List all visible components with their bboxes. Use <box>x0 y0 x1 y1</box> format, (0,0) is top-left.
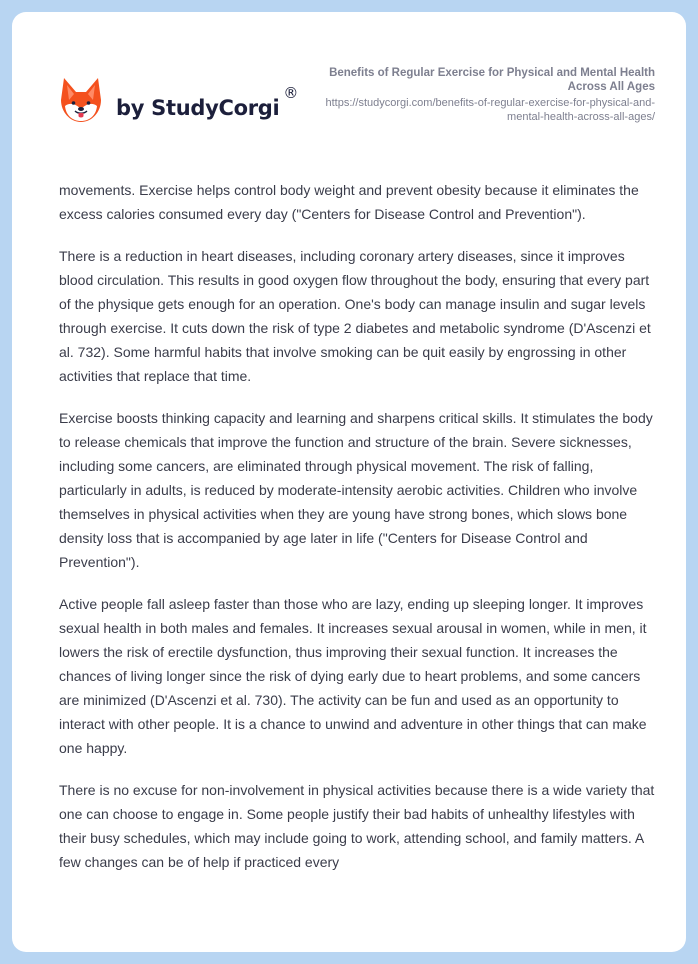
paragraph: Exercise boosts thinking capacity and learning and sharpens critical skills. It stimulates the body to release chemicals that improve the function and structure of the brain. Severe sicknesses, including some cancers, are eliminated through physical movement. The risk of falling, particularly in adults, is reduced by moderate-intensity aerobic activities. Children who involve themselves in physical activities when they are young have strong bones, which slows bone density loss that is accompanied by age later in life ("Centers for Disease Control and Prevention"). <box>59 410 653 570</box>
document-url[interactable]: https://studycorgi.com/benefits-of-regular-exercise-for-physical-and-mental-health-across-all-ages/ <box>325 97 655 123</box>
document-header <box>12 12 686 162</box>
studycorgi-logo[interactable] <box>60 76 298 129</box>
registered-mark: ® <box>283 83 299 102</box>
paragraph: movements. Exercise helps control body weight and prevent obesity because it eliminates the excess calories consumed every day ("Centers for Disease Control and Prevention"). <box>59 182 639 222</box>
document-card <box>12 12 686 952</box>
brand-name: by StudyCorgi <box>116 95 280 120</box>
document-meta <box>325 66 655 124</box>
paragraph: There is a reduction in heart diseases, including coronary artery diseases, since it improves blood circulation. This results in good oxygen flow throughout the body, ensuring that every part of the physique gets enough for an operation. One's body can manage insulin and sugar levels through exercise. It cuts down the risk of type 2 diabetes and metabolic syndrome (D'Ascenzi et al. 732). Some harmful habits that involve smoking can be quit easily by engrossing in other activities that replace that time. <box>59 248 651 384</box>
document-title: Benefits of Regular Exercise for Physical and Mental Health Across All Ages <box>329 67 655 93</box>
paragraph: Active people fall asleep faster than those who are lazy, ending up sleeping longer. It improves sexual health in both males and females. It increases sexual arousal in women, while in men, it lowers the risk of erectile dysfunction, thus improving their sexual function. It increases the chances of living longer since the risk of dying early due to heart problems, and some cancers are minimized (D'Ascenzi et al. 730). The activity can be fun and used as an opportunity to interact with other people. It is a chance to unwind and adventure in other things that can make one happy. <box>59 596 647 756</box>
document-body <box>59 178 659 892</box>
paragraph: There is no excuse for non-involvement in physical activities because there is a wide variety that one can choose to engage in. Some people justify their bad habits of unhealthy lifestyles with their busy schedules, which may include going to work, attending school, and family matters. A few changes can be of help if practiced every <box>59 782 655 870</box>
corgi-logo-icon <box>60 76 102 129</box>
